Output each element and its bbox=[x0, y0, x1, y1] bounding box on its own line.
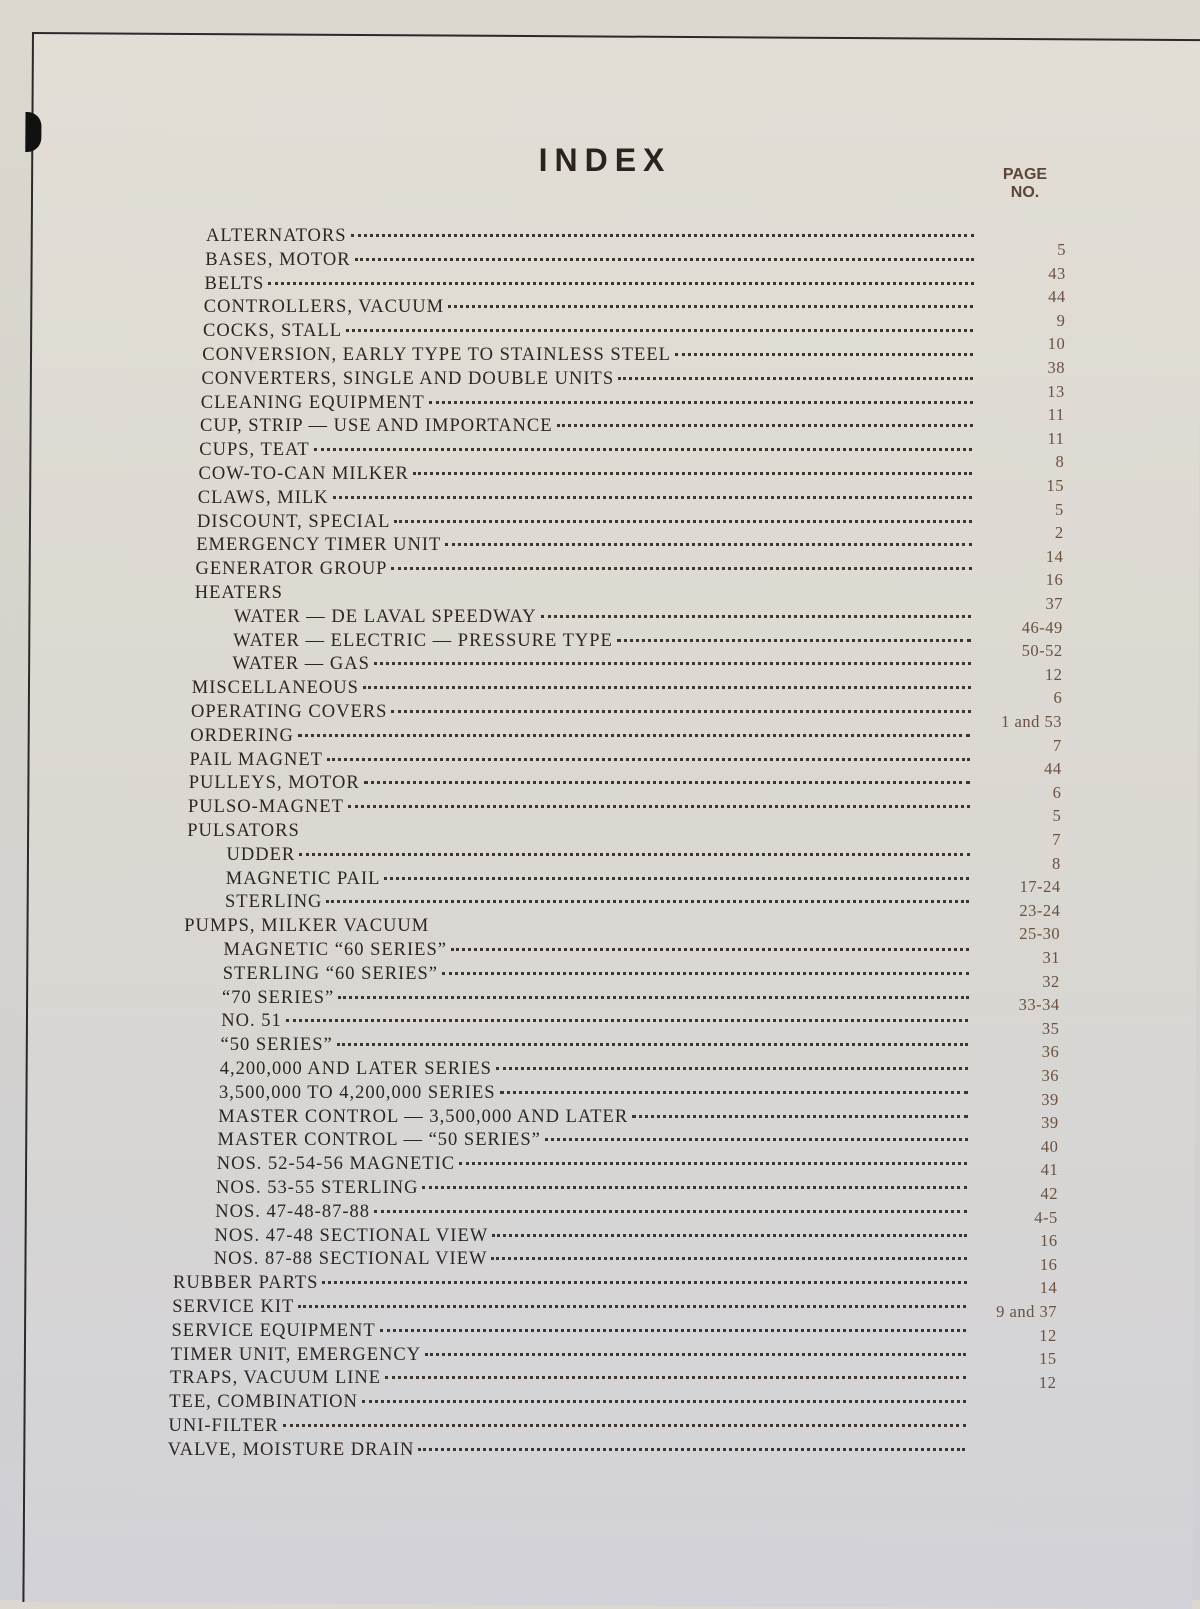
entry-label: NOS. 52-54-56 MAGNETIC bbox=[216, 1154, 456, 1175]
page-number: 6 bbox=[1052, 782, 1062, 802]
page-number: 39 bbox=[1041, 1113, 1059, 1133]
dot-leader bbox=[492, 1234, 967, 1237]
page-number: 38 bbox=[1047, 358, 1065, 377]
page-number: 36 bbox=[1041, 1042, 1060, 1062]
dot-leader bbox=[448, 305, 973, 308]
dot-leader bbox=[286, 1019, 969, 1022]
dot-leader bbox=[380, 1329, 967, 1332]
entry-label: SERVICE KIT bbox=[172, 1297, 295, 1317]
page-number: 7 bbox=[1053, 735, 1062, 755]
page-number: 12 bbox=[1039, 1325, 1057, 1345]
index-entry bbox=[169, 1392, 969, 1416]
index-entry bbox=[205, 250, 978, 274]
dot-leader bbox=[500, 1091, 968, 1094]
index-entry bbox=[202, 369, 977, 393]
entry-label: CONTROLLERS, VACUUM bbox=[203, 297, 445, 318]
page-number: 12 bbox=[1044, 664, 1063, 684]
dot-leader bbox=[459, 1162, 967, 1165]
index-entry bbox=[169, 1416, 970, 1440]
dot-leader bbox=[391, 710, 970, 713]
dot-leader bbox=[322, 1281, 966, 1284]
index-entry bbox=[217, 1154, 972, 1178]
dot-leader bbox=[326, 900, 969, 903]
entry-label: WATER — GAS bbox=[232, 654, 370, 675]
index-entry bbox=[200, 416, 977, 440]
dot-leader bbox=[425, 1353, 966, 1356]
page-number: 36 bbox=[1041, 1066, 1059, 1085]
dot-leader bbox=[362, 1400, 966, 1403]
index-entry bbox=[195, 583, 976, 607]
page-number: 15 bbox=[1039, 1349, 1057, 1369]
dot-leader bbox=[391, 567, 971, 570]
dot-leader bbox=[333, 496, 973, 499]
index-entry bbox=[191, 702, 975, 726]
index-entry bbox=[214, 1249, 971, 1273]
entry-label: HEATERS bbox=[194, 583, 283, 603]
page-number: 12 bbox=[1038, 1372, 1057, 1392]
index-entry bbox=[225, 892, 973, 916]
page-number: 33-34 bbox=[1018, 995, 1060, 1015]
entry-label: NOS. 47-48-87-88 bbox=[215, 1201, 370, 1222]
entry-label: CONVERSION, EARLY TYPE TO STAINLESS STEEL bbox=[202, 345, 671, 365]
dot-leader bbox=[314, 448, 973, 451]
index-entry bbox=[199, 464, 977, 488]
dot-leader bbox=[557, 424, 973, 427]
page-number: 40 bbox=[1040, 1136, 1059, 1156]
entry-label: PULLEYS, MOTOR bbox=[188, 773, 360, 794]
page-number: 5 bbox=[1057, 240, 1066, 259]
dot-leader bbox=[346, 329, 973, 332]
entry-label: “70 SERIES” bbox=[222, 987, 335, 1008]
entry-label: GENERATOR GROUP bbox=[195, 559, 388, 580]
entry-label: VALVE, MOISTURE DRAIN bbox=[167, 1439, 415, 1460]
page-number: 44 bbox=[1048, 287, 1066, 307]
index-entry bbox=[221, 1011, 972, 1035]
index-entry bbox=[206, 226, 978, 250]
dot-leader bbox=[363, 686, 971, 689]
index-entry bbox=[171, 1345, 970, 1369]
entry-label: COW-TO-CAN MILKER bbox=[198, 464, 409, 484]
index-title: INDEX bbox=[538, 142, 672, 178]
index-entry bbox=[234, 607, 975, 631]
entry-label: ORDERING bbox=[190, 725, 294, 746]
page-number: 15 bbox=[1046, 476, 1064, 495]
entry-label: TRAPS, VACUUM LINE bbox=[170, 1368, 382, 1389]
dot-leader bbox=[299, 853, 969, 856]
page-number: 46-49 bbox=[1021, 617, 1063, 637]
index-entry bbox=[233, 631, 975, 655]
entry-label: WATER — DE LAVAL SPEEDWAY bbox=[234, 606, 537, 627]
entry-label: PULSO-MAGNET bbox=[188, 797, 344, 818]
index-entry bbox=[188, 797, 974, 821]
index-entry bbox=[233, 654, 975, 678]
page-number: 8 bbox=[1052, 853, 1061, 873]
dot-leader bbox=[418, 1448, 965, 1451]
page-number: 4-5 bbox=[1034, 1207, 1058, 1227]
page-number: 11 bbox=[1047, 405, 1065, 425]
page-number: 42 bbox=[1040, 1184, 1058, 1203]
entry-label: BASES, MOTOR bbox=[205, 249, 351, 270]
entry-label: CUP, STRIP — USE AND IMPORTANCE bbox=[200, 416, 553, 437]
entry-label: DISCOUNT, SPECIAL bbox=[197, 511, 391, 532]
page-number-heading bbox=[990, 166, 1060, 202]
entry-label: STERLING bbox=[225, 892, 323, 913]
dot-leader bbox=[545, 1138, 968, 1141]
page-number: 11 bbox=[1047, 428, 1065, 448]
entry-label: MISCELLANEOUS bbox=[191, 678, 359, 699]
page-number: 16 bbox=[1045, 570, 1064, 590]
page-number: 39 bbox=[1041, 1089, 1059, 1109]
page-number: 10 bbox=[1047, 334, 1066, 354]
index-entry bbox=[189, 773, 974, 797]
dot-leader bbox=[429, 401, 973, 404]
dot-leader bbox=[491, 1257, 966, 1260]
dot-leader bbox=[268, 282, 973, 285]
entry-label: CLAWS, MILK bbox=[197, 487, 329, 508]
dot-leader bbox=[385, 1376, 966, 1379]
dot-leader bbox=[374, 662, 971, 665]
index-entry bbox=[224, 940, 973, 964]
index-entry bbox=[172, 1321, 971, 1345]
entry-label: UDDER bbox=[226, 844, 296, 865]
entry-label: BELTS bbox=[204, 273, 265, 294]
index-entry bbox=[197, 512, 976, 536]
entry-label: OPERATING COVERS bbox=[191, 702, 388, 722]
index-entry bbox=[187, 821, 974, 845]
entry-label: TEE, COMBINATION bbox=[169, 1392, 358, 1413]
entry-label: 3,500,000 TO 4,200,000 SERIES bbox=[219, 1082, 496, 1103]
index-entry bbox=[218, 1107, 971, 1131]
page-number: 17-24 bbox=[1019, 877, 1061, 897]
index-entry bbox=[226, 869, 974, 893]
index-entry bbox=[203, 321, 977, 345]
page-number: 8 bbox=[1055, 452, 1065, 472]
entry-label: MASTER CONTROL — 3,500,000 AND LATER bbox=[218, 1106, 629, 1127]
entry-label: NO. 51 bbox=[221, 1011, 282, 1032]
page-number: 16 bbox=[1040, 1231, 1058, 1251]
entry-label: PUMPS, MILKER VACUUM bbox=[184, 916, 430, 937]
page-number: 13 bbox=[1047, 381, 1065, 401]
dot-leader bbox=[337, 1043, 968, 1046]
index-entry bbox=[199, 440, 976, 464]
dot-leader bbox=[445, 543, 971, 546]
entry-label: CUPS, TEAT bbox=[199, 440, 310, 461]
entry-label: NOS. 47-48 SECTIONAL VIEW bbox=[214, 1225, 489, 1246]
page-number: 32 bbox=[1042, 971, 1060, 991]
index-entry bbox=[173, 1273, 971, 1297]
dot-leader bbox=[338, 996, 968, 999]
index-entry bbox=[223, 964, 973, 988]
index-entry bbox=[221, 1035, 973, 1059]
dot-leader bbox=[384, 877, 969, 880]
index-entry bbox=[215, 1202, 971, 1226]
dot-leader bbox=[348, 805, 970, 808]
page-number: 7 bbox=[1052, 830, 1061, 849]
index-entry bbox=[215, 1226, 971, 1250]
page-number: 31 bbox=[1042, 948, 1060, 967]
entry-label: NOS. 87-88 SECTIONAL VIEW bbox=[213, 1249, 488, 1270]
dot-leader bbox=[541, 615, 972, 618]
page-heading-line: PAGE bbox=[1002, 166, 1048, 183]
index-entry bbox=[220, 1059, 972, 1083]
page-number: 2 bbox=[1054, 523, 1064, 543]
index-entry bbox=[168, 1440, 970, 1464]
entry-label: MASTER CONTROL — “50 SERIES” bbox=[217, 1130, 541, 1151]
page-number: 1 and 53 bbox=[1001, 712, 1062, 731]
dot-leader bbox=[442, 972, 969, 975]
dot-leader bbox=[364, 781, 970, 784]
index-entry bbox=[198, 488, 976, 512]
entry-label: COCKS, STALL bbox=[203, 321, 343, 342]
entry-label: RUBBER PARTS bbox=[173, 1273, 319, 1294]
page-number: 9 bbox=[1056, 310, 1066, 330]
entry-label: PULSATORS bbox=[187, 821, 300, 841]
dot-leader bbox=[355, 258, 974, 261]
dot-leader bbox=[327, 758, 970, 761]
page-number: 16 bbox=[1039, 1254, 1058, 1274]
index-entry bbox=[202, 345, 977, 369]
index-entry bbox=[216, 1178, 971, 1202]
dot-leader bbox=[618, 377, 973, 380]
dot-leader bbox=[351, 234, 974, 237]
page-number: 14 bbox=[1039, 1278, 1058, 1298]
page-number: 14 bbox=[1045, 546, 1064, 566]
page-number: 6 bbox=[1053, 688, 1063, 708]
index-entry bbox=[201, 393, 977, 417]
index-entry bbox=[172, 1297, 970, 1321]
page-number: 35 bbox=[1041, 1018, 1060, 1038]
dot-leader bbox=[675, 353, 973, 356]
page-number: 41 bbox=[1040, 1160, 1059, 1180]
dot-leader bbox=[496, 1067, 968, 1070]
page-number: 5 bbox=[1052, 806, 1062, 826]
entry-label: NOS. 53-55 STERLING bbox=[216, 1178, 419, 1198]
entry-label: SERVICE EQUIPMENT bbox=[171, 1320, 376, 1341]
entry-label: 4,200,000 AND LATER SERIES bbox=[219, 1059, 492, 1079]
entry-label: MAGNETIC “60 SERIES” bbox=[223, 940, 447, 960]
page-number: 25-30 bbox=[1019, 924, 1061, 944]
dot-leader bbox=[374, 1210, 967, 1213]
dot-leader bbox=[298, 734, 971, 737]
page-number: 44 bbox=[1044, 759, 1062, 779]
entry-label: ALTERNATORS bbox=[206, 226, 347, 246]
entry-label: EMERGENCY TIMER UNIT bbox=[196, 535, 442, 556]
index-entry bbox=[218, 1130, 972, 1154]
entry-label: CONVERTERS, SINGLE AND DOUBLE UNITS bbox=[201, 368, 615, 389]
page-number: 9 and 37 bbox=[996, 1302, 1057, 1321]
page-number: 37 bbox=[1045, 594, 1063, 613]
index-entry bbox=[190, 750, 975, 774]
dot-leader bbox=[632, 1115, 968, 1118]
dot-leader bbox=[413, 472, 972, 475]
index-entry bbox=[192, 678, 975, 702]
entry-label: WATER — ELECTRIC — PRESSURE TYPE bbox=[233, 630, 613, 651]
page-number: 43 bbox=[1048, 263, 1066, 283]
entry-label: MAGNETIC PAIL bbox=[225, 868, 381, 889]
index-entry bbox=[222, 988, 973, 1012]
index-entry bbox=[227, 845, 974, 869]
dot-leader bbox=[422, 1186, 967, 1189]
index-entry bbox=[196, 535, 976, 559]
dot-leader bbox=[617, 639, 971, 642]
page-number: 5 bbox=[1055, 499, 1064, 519]
index-entry bbox=[190, 726, 974, 750]
no-heading-line: NO. bbox=[1010, 184, 1040, 201]
index-entry bbox=[196, 559, 976, 583]
entry-label: CLEANING EQUIPMENT bbox=[200, 392, 425, 413]
index-entry bbox=[219, 1083, 972, 1107]
entry-label: “50 SERIES” bbox=[220, 1035, 333, 1056]
index-entry bbox=[170, 1368, 970, 1392]
dot-leader bbox=[394, 520, 972, 523]
index-entry bbox=[205, 274, 978, 298]
page-number: 23-24 bbox=[1019, 900, 1061, 920]
entry-label: TIMER UNIT, EMERGENCY bbox=[170, 1344, 422, 1365]
entry-label: STERLING “60 SERIES” bbox=[222, 963, 439, 984]
entry-label: PAIL MAGNET bbox=[189, 749, 323, 770]
page-number: 50-52 bbox=[1021, 641, 1063, 661]
dot-leader bbox=[283, 1424, 966, 1427]
index-entry bbox=[184, 916, 973, 940]
index-entry bbox=[204, 297, 978, 321]
dot-leader bbox=[298, 1305, 966, 1308]
entry-label: UNI-FILTER bbox=[168, 1416, 279, 1436]
dot-leader bbox=[451, 948, 969, 951]
